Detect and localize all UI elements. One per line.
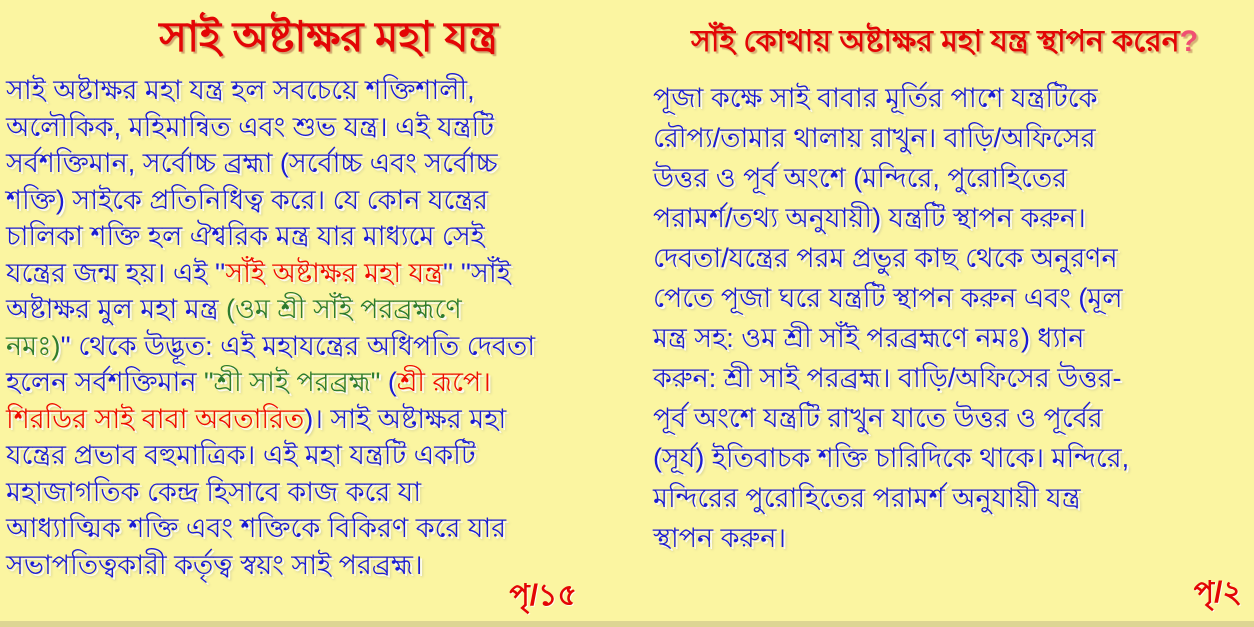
text-segment-blue: অষ্টাক্ষর মুল মহা মন্ত্র: [6, 294, 226, 324]
text-segment-blue: দেবতা/যন্ত্রের পরম প্রভুর কাছ থেকে অনুরণন: [653, 243, 1118, 273]
text-line: [653, 198, 1248, 238]
text-segment-blue: (সূর্য) ইতিবাচক শক্তি চারিদিকে থাকে। মন্দিরে,: [653, 443, 1130, 473]
right-page-number: পৃ/২: [1193, 576, 1242, 609]
text-segment-blue: পরামর্শ/তথ্য অনুযায়ী) যন্ত্রটি স্থাপন করুন।: [653, 203, 1086, 233]
text-segment-blue: সভাপতিত্বকারী কর্তৃত্ব স্বয়ং সাই পরব্রহ্ম।: [6, 549, 423, 580]
left-column-title: সাই অষ্টাক্ষর মহা যন্ত্র: [159, 13, 498, 60]
text-segment-blue: উত্তর ও পূর্ব অংশে (মন্দিরে, পুরোহিতের: [653, 163, 1068, 193]
left-paragraph: [6, 72, 623, 583]
text-segment-blue: '' থেকে উদ্ভূত: এই মহাযন্ত্রের অধিপতি দেবতা: [60, 330, 536, 361]
text-segment-green: "শ্রী সাই পরব্রহ্ম": [204, 367, 381, 397]
text-segment-green: (ওম শ্রী সাঁই পরব্রহ্মণে: [226, 294, 462, 324]
text-line: [653, 398, 1248, 438]
text-line: [6, 218, 623, 255]
text-segment-blue: পূজা কক্ষে সাই বাবার মূর্তির পাশে যন্ত্রটিকে: [653, 83, 1098, 113]
text-line: [653, 518, 1248, 558]
text-line: [653, 118, 1248, 158]
right-title-question-mark: ?: [1179, 25, 1199, 58]
text-segment-blue: যন্ত্রের প্রভাব বহুমাত্রিক। এই মহা যন্ত্রটি একটি: [6, 440, 476, 470]
text-line: [653, 318, 1248, 358]
text-line: [653, 358, 1248, 398]
text-line: [6, 72, 623, 109]
text-line: [6, 510, 623, 547]
text-line: [6, 291, 623, 328]
text-line: [653, 278, 1248, 318]
text-segment-blue: '' ''সাঁই: [442, 257, 511, 288]
text-line: [6, 145, 623, 182]
text-segment-blue: স্থাপন করুন।: [653, 523, 787, 553]
right-paragraph: [653, 78, 1248, 558]
right-column-title: [637, 22, 1252, 62]
text-line: [6, 401, 623, 438]
text-segment-blue: পেতে পূজা ঘরে যন্ত্রটি স্থাপন করুন এবং (মূল: [653, 283, 1123, 313]
text-line: [6, 328, 623, 365]
right-column: [627, 0, 1254, 627]
text-segment-red: সাঁই অষ্টাক্ষর মহা যন্ত্র: [225, 257, 443, 288]
right-title-text: সাঁই কোথায় অষ্টাক্ষর মহা যন্ত্র স্থাপন করেন: [690, 25, 1180, 58]
text-segment-blue: আধ্যাত্মিক শক্তি এবং শক্তিকে বিকিরণ করে যার: [6, 513, 507, 543]
text-line: [6, 364, 623, 401]
text-line: [6, 437, 623, 474]
text-segment-blue: সর্বশক্তিমান, সর্বোচ্চ ব্রহ্মা (সর্বোচ্চ এবং সর্বোচ্চ: [6, 148, 498, 178]
text-line: [653, 78, 1248, 118]
text-segment-blue: হলেন সর্বশক্তিমান: [6, 367, 204, 397]
text-segment-blue: )। সাই অষ্টাক্ষর মহা: [304, 403, 507, 434]
text-segment-green: নমঃ): [6, 330, 61, 361]
text-segment-red: শিরডির সাই বাবা অবতারিত: [6, 403, 305, 434]
text-segment-blue: (: [380, 367, 397, 397]
text-line: [6, 474, 623, 511]
text-line: [653, 438, 1248, 478]
text-segment-red: শ্রী রূপে।: [396, 367, 491, 397]
text-segment-blue: মন্দিরের পুরোহিতের পরামর্শ অনুযায়ী যন্ত্র: [653, 483, 1081, 513]
text-line: [653, 238, 1248, 278]
text-line: [6, 182, 623, 219]
text-line: [6, 109, 623, 146]
text-line: [653, 158, 1248, 198]
text-segment-blue: সাই অষ্টাক্ষর মহা যন্ত্র হল সবচেয়ে শক্তিশালী,: [6, 75, 475, 105]
text-line: [653, 478, 1248, 518]
text-segment-blue: অলৌকিক, মহিমান্বিত এবং শুভ যন্ত্র। এই যন্ত্রটি: [6, 111, 494, 142]
text-segment-blue: শক্তি) সাইকে প্রতিনিধিত্ব করে। যে কোন যন্ত্রের: [6, 184, 488, 215]
text-segment-blue: পূর্ব অংশে যন্ত্রটি রাখুন যাতে উত্তর ও পূর্বের: [653, 403, 1103, 433]
text-segment-blue: চালিকা শক্তি হল ঐশ্বরিক মন্ত্র যার মাধ্যমে সেই: [6, 221, 485, 251]
text-segment-blue: মন্ত্র সহ: ওম শ্রী সাঁই পরব্রহ্মণে নমঃ) ধ্যান: [653, 323, 1085, 353]
text-segment-blue: যন্ত্রের জন্ম হয়। এই '': [6, 257, 226, 288]
text-segment-blue: করুন: শ্রী সাই পরব্রহ্ম। বাড়ি/অফিসের উত্তর-: [653, 363, 1122, 393]
text-segment-blue: রৌপ্য/তামার থালায় রাখুন। বাড়ি/অফিসের: [653, 123, 1096, 153]
bottom-edge-divider: [0, 621, 1254, 627]
text-line: [6, 255, 623, 292]
text-segment-blue: মহাজাগতিক কেন্দ্র হিসাবে কাজ করে যা: [6, 476, 422, 507]
left-page-number: পৃ/১৫: [509, 579, 577, 612]
